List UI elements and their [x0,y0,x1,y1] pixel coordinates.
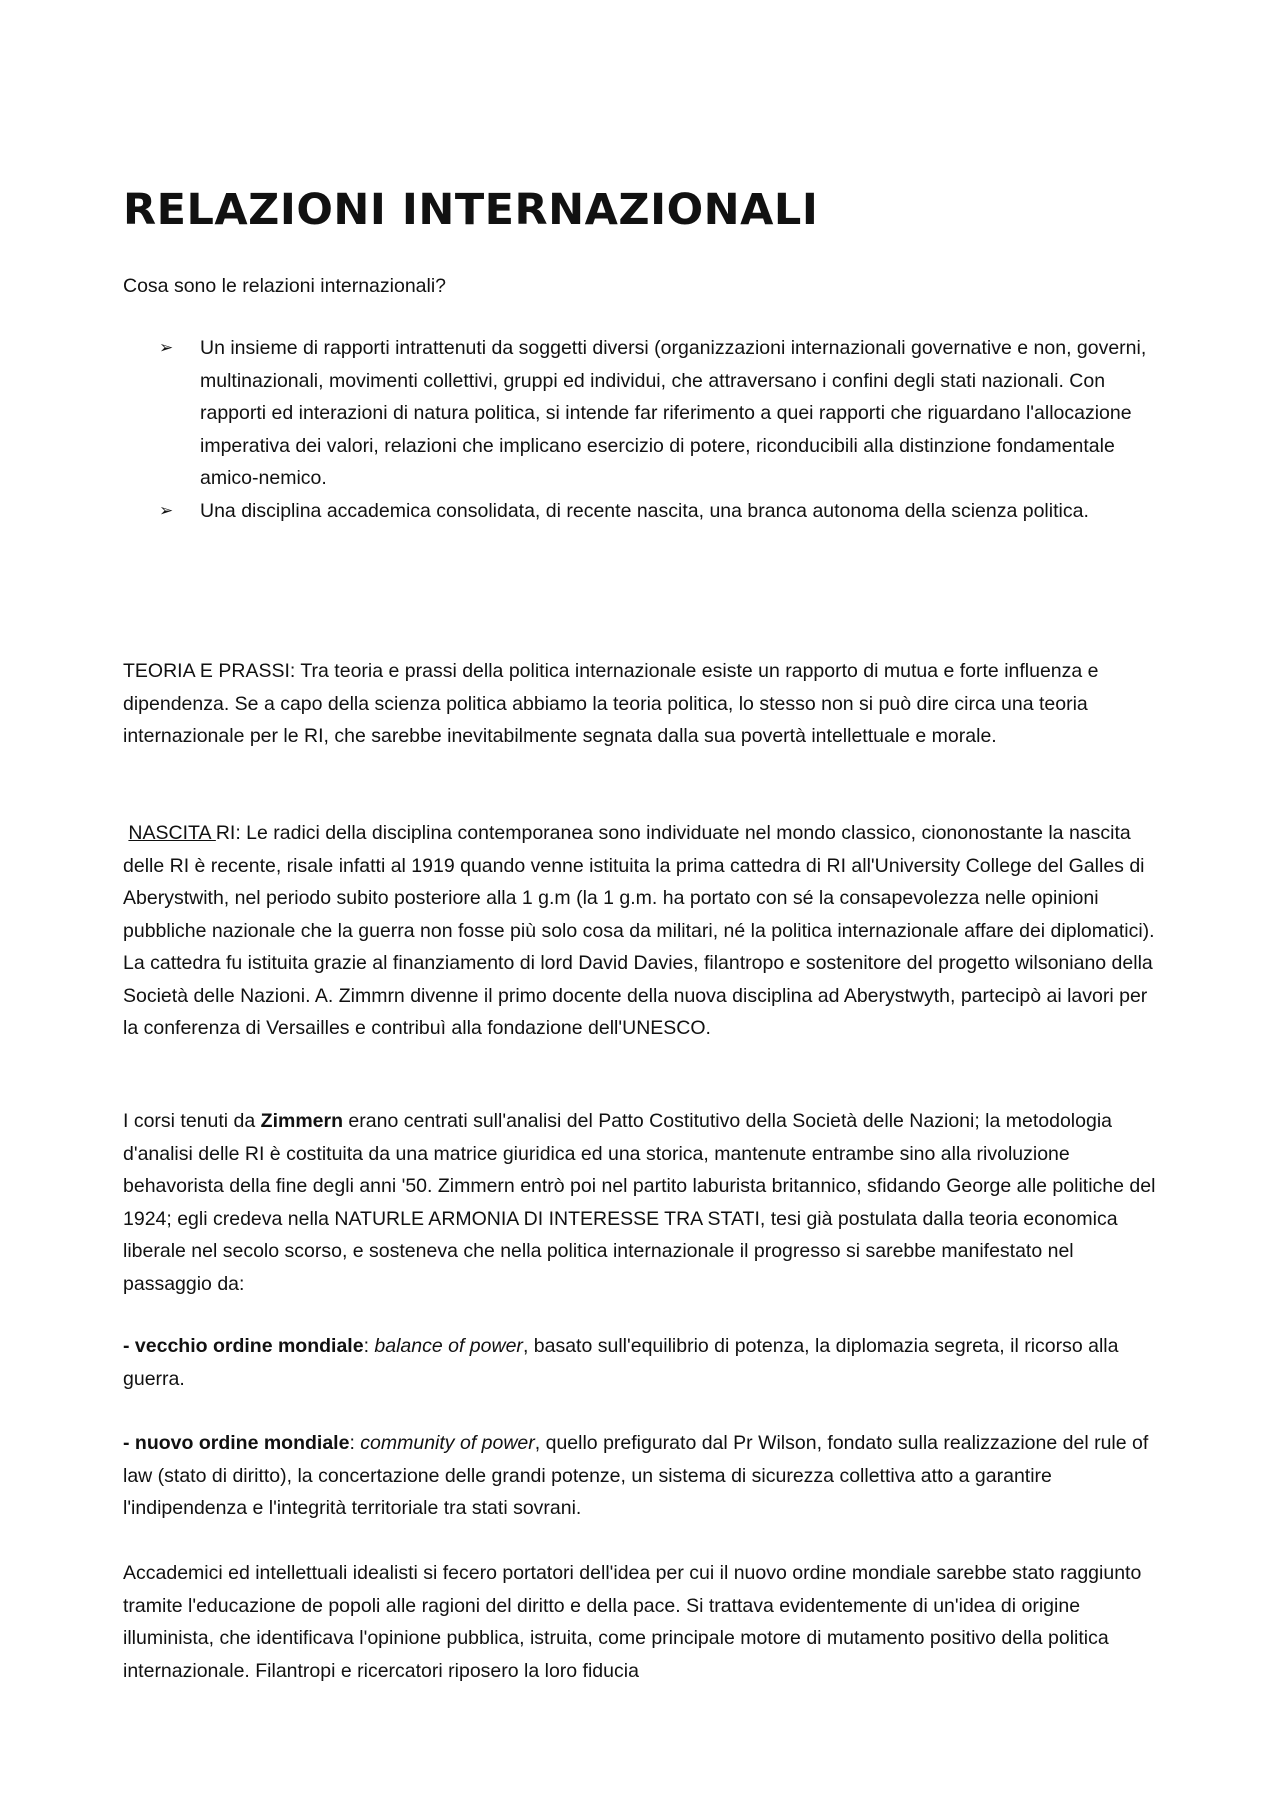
nuovo-term: community of power [360,1432,535,1454]
nuovo-dash: - [123,1432,135,1454]
vecchio-term: balance of power [374,1335,523,1357]
zimmern-intro: I corsi tenuti da [123,1110,261,1132]
page-title: RELAZIONI INTERNAZIONALI [123,185,819,235]
definition-list [123,332,1163,527]
nascita-paragraph [123,817,1163,1045]
nuovo-colon: : [349,1432,361,1454]
question-text: Cosa sono le relazioni internazionali? [123,275,447,297]
list-item [123,332,1163,495]
nascita-text: RI: Le radici della disciplina contemporanea sono individuate nel mondo classico, ciononostante la nascita delle RI è recente, risale infatti al 1919 quando venne istituita la prima cattedra di RI all'University College del Galles di Aberystwith, nel periodo subito posteriore alla 1 g.m (la 1 g.m. ha portato con sé la consapevolezza nelle opinioni pubbliche nazionale che la guerra non fosse più solo cosa da militari, né la politica internazionale affare dei diplomatici). La cattedra fu istituita grazie al finanziamento di lord David Davies, filantropo e sostenitore del progetto wilsoniano della Società delle Nazioni. A. Zimmrn divenne il primo docente della nuova disciplina ad Aberystwyth, partecipò ai lavori per la conferenza di Versailles e contribuì alla fondazione dell'UNESCO. [123,822,1155,1039]
nascita-label: NASCITA [128,822,216,844]
vecchio-colon: : [363,1335,375,1357]
vecchio-ordine-paragraph [123,1330,1163,1395]
vecchio-label: vecchio ordine mondiale [134,1335,364,1357]
vecchio-dash: - [123,1335,135,1357]
list-item-text: Una disciplina accademica consolidata, di recente nascita, una branca autonoma della scienza politica. [200,499,1089,522]
zimmern-text: erano centrati sull'analisi del Patto Costitutivo della Società delle Nazioni; la metodologia d'analisi delle RI è costituita da una matrice giuridica ed una storica, mantenute entrambe sino alla rivoluzione behavorista della fine degli anni '50. Zimmern entrò poi nel partito laburista britannico, sfidando George alle politiche del 1924; egli credeva nella NATURLE ARMONIA DI INTERESSE TRA STATI, tesi già postulata dalla teoria economica liberale nel secolo scorso, e sosteneva che nella politica internazionale il progresso si sarebbe manifestato nel passaggio da: [123,1110,1156,1295]
arrow-bullet-icon: ➢ [159,500,174,521]
nuovo-ordine-paragraph [123,1427,1163,1525]
teoria-prassi-paragraph: TEORIA E PRASSI: Tra teoria e prassi della politica internazionale esiste un rapporto di mutua e forte influenza e dipendenza. Se a capo della scienza politica abbiamo la teoria politica, lo stesso non si può dire circa una teoria internazionale per le RI, che sarebbe inevitabilmente segnata dalla sua povertà intellettuale e morale. [123,660,1099,747]
list-item-text: Un insieme di rapporti intrattenuti da soggetti diversi (organizzazioni internazionali governative e non, governi, multinazionali, movimenti collettivi, gruppi ed individui, che attraversano i confini degli stati nazionali. Con rapporti ed interazioni di natura politica, si intende far riferimento a quei rapporti che riguardano l'allocazione imperativa dei valori, relazioni che implicano esercizio di potere, riconducibili alla distinzione fondamentale amico-nemico. [200,337,1147,489]
vecchio-text: , basato sull'equilibrio di potenza, la diplomazia segreta, il ricorso alla guerra. [123,1335,1119,1390]
zimmern-name: Zimmern [260,1110,344,1132]
zimmern-paragraph [123,1105,1163,1300]
nuovo-label: nuovo ordine mondiale [134,1432,350,1454]
list-item [123,495,1163,528]
nuovo-text: , quello prefigurato dal Pr Wilson, fondato sulla realizzazione del rule of law (stato di diritto), la concertazione delle grandi potenze, un sistema di sicurezza collettiva atto a garantire l'indipendenza e l'integrità territoriale tra stati sovrani. [123,1432,1149,1519]
accademici-paragraph: Accademici ed intellettuali idealisti si fecero portatori dell'idea per cui il nuovo ordine mondiale sarebbe stato raggiunto tramite l'educazione de popoli alle ragioni del diritto e della pace. Si trattava evidentemente di un'idea di origine illuminista, che identificava l'opinione pubblica, istruita, come principale motore di mutamento positivo della politica internazionale. Filantropi e ricercatori riposero la loro fiducia [123,1562,1142,1682]
arrow-bullet-icon: ➢ [159,338,174,358]
